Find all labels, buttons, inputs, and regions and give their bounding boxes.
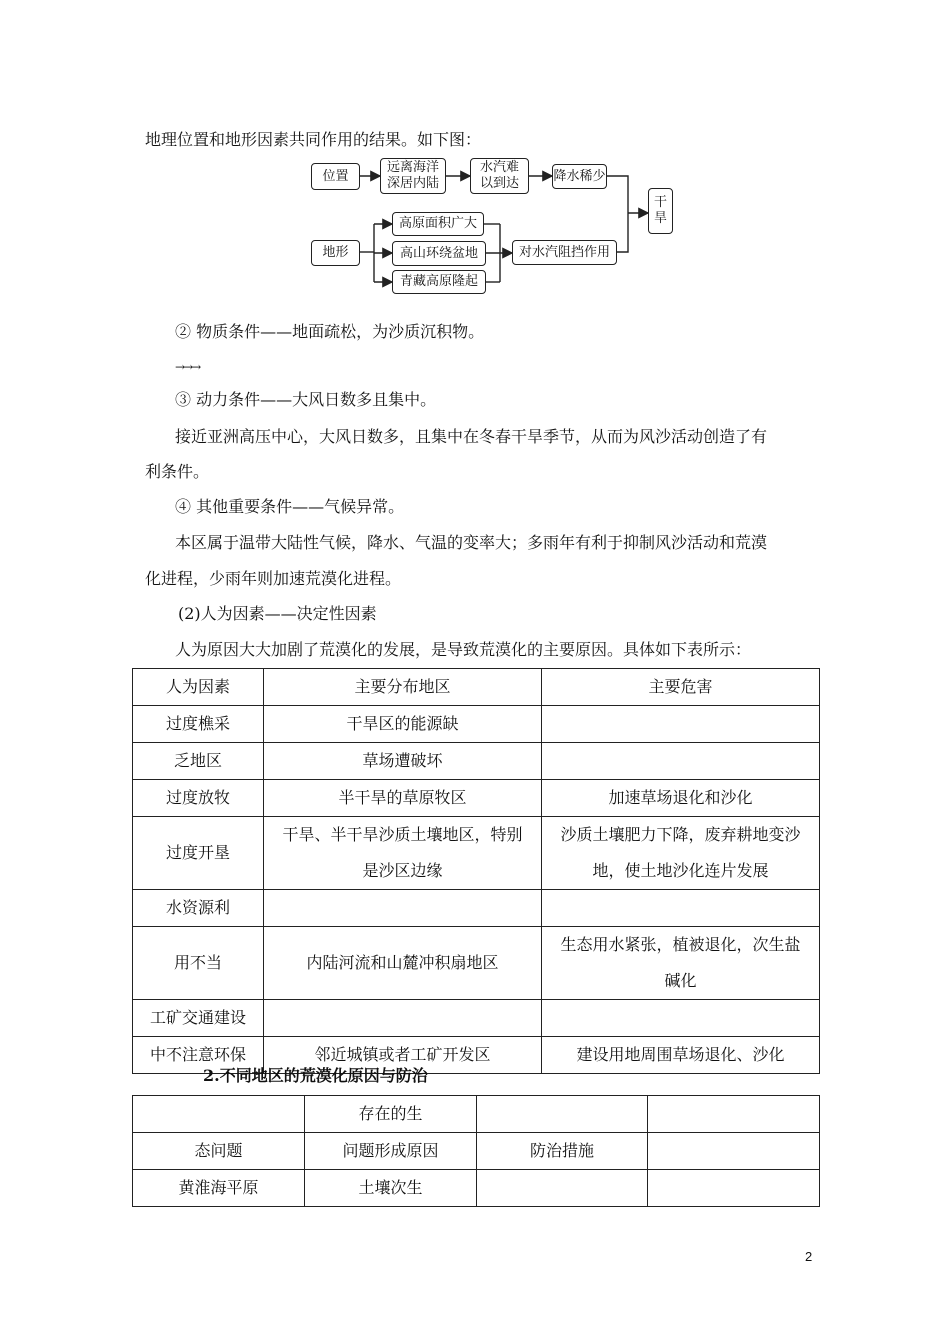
table-cell: 邻近城镇或者工矿开发区: [264, 1037, 542, 1074]
table-cell: 过度开垦: [133, 817, 264, 890]
terrain-label: 地形: [322, 245, 349, 260]
table-cell: 中不注意环保: [133, 1037, 264, 1074]
regional-table: [132, 1095, 820, 1207]
position-box: [311, 163, 360, 190]
section2-title: 2.不同地区的荒漠化原因与防治: [203, 1066, 428, 1085]
table-cell: 水资源利: [133, 890, 264, 927]
table-cell: 态问题: [133, 1133, 305, 1170]
table-row: [133, 1096, 820, 1133]
header-cell: 人为因素: [133, 669, 264, 706]
tibet-rise-box: [392, 270, 486, 294]
table-cell: [648, 1096, 820, 1133]
material-condition: ② 物质条件——地面疏松，为沙质沉积物。: [175, 322, 485, 341]
table-cell: [264, 890, 542, 927]
mountains-basin-label: 高山环绕盆地: [399, 245, 478, 261]
table-cell: [542, 706, 820, 743]
table-cell: 干旱、半干旱沙质土壤地区，特别是沙区边缘: [264, 817, 542, 890]
human-factor-table: [132, 668, 820, 1074]
mountains-basin-box: [392, 241, 486, 266]
table-cell: [542, 743, 820, 780]
block-vapor-label: 对水汽阻挡作用: [518, 244, 610, 260]
low-rain-label: 降水稀少: [553, 168, 606, 184]
table-cell: 用不当: [133, 927, 264, 1000]
table-row: [133, 890, 820, 927]
drought-box: [648, 188, 673, 234]
table-row: [133, 927, 820, 1000]
arrows: →→→: [175, 360, 200, 374]
table-row: [133, 817, 820, 890]
table-cell: 生态用水紧张，植被退化，次生盐碱化: [542, 927, 820, 1000]
terrain-box: [311, 240, 360, 266]
block-vapor-box: [512, 240, 617, 265]
table-row: [133, 1000, 820, 1037]
far-from-ocean-line2: 深居内陆: [386, 176, 439, 191]
table-header-row: [133, 669, 820, 706]
drought-char2: 旱: [653, 211, 667, 226]
table-cell: 过度樵采: [133, 706, 264, 743]
table-cell: 防治措施: [477, 1133, 648, 1170]
plateau-area-label: 高原面积广大: [398, 216, 477, 231]
far-from-ocean-line1: 远离海洋: [386, 160, 439, 175]
table-cell: 问题形成原因: [305, 1133, 477, 1170]
dynamic-detail-line2: 利条件。: [145, 462, 210, 481]
table-cell: 工矿交通建设: [133, 1000, 264, 1037]
dynamic-detail-line1: 接近亚洲高压中心，大风日数多，且集中在冬春干旱季节，从而为风沙活动创造了有: [175, 427, 768, 446]
climate-detail-line2: 化进程，少雨年则加速荒漠化进程。: [145, 569, 402, 588]
table-cell: 加速草场退化和沙化: [542, 780, 820, 817]
table-cell: 建设用地周围草场退化、沙化: [542, 1037, 820, 1074]
climate-detail-line1: 本区属于温带大陆性气候，降水、气温的变率大；多雨年有利于抑制风沙活动和荒漠: [175, 533, 768, 552]
table-cell: 乏地区: [133, 743, 264, 780]
other-condition: ④ 其他重要条件——气候异常。: [175, 497, 405, 516]
table-cell: 土壤次生: [305, 1170, 477, 1207]
low-rain-box: [552, 164, 607, 189]
position-label: 位置: [322, 168, 349, 184]
table-cell: [648, 1170, 820, 1207]
tibet-rise-label: 青藏高原隆起: [399, 274, 478, 289]
table-cell: 存在的生: [305, 1096, 477, 1133]
dynamic-condition: ③ 动力条件——大风日数多且集中。: [175, 390, 437, 409]
table-row: [133, 780, 820, 817]
far-from-ocean-box: [380, 158, 446, 194]
table-cell: [133, 1096, 305, 1133]
table-row: [133, 743, 820, 780]
header-cell: 主要分布地区: [264, 669, 542, 706]
table-cell: 半干旱的草原牧区: [264, 780, 542, 817]
header-cell: 主要危害: [542, 669, 820, 706]
human-factor-heading: (2)人为因素——决定性因素: [178, 604, 377, 623]
plateau-area-box: [392, 212, 484, 236]
table-cell: [477, 1096, 648, 1133]
table-cell: [648, 1133, 820, 1170]
human-factor-intro: 人为原因大大加剧了荒漠化的发展，是导致荒漠化的主要原因。具体如下表所示：: [175, 640, 752, 659]
table-cell: [542, 1000, 820, 1037]
table-cell: 沙质土壤肥力下降，废弃耕地变沙地，使土地沙化连片发展: [542, 817, 820, 890]
table-cell: 过度放牧: [133, 780, 264, 817]
table-cell: 干旱区的能源缺: [264, 706, 542, 743]
table-row: [133, 706, 820, 743]
table-cell: [542, 890, 820, 927]
intro-text: 地理位置和地形因素共同作用的结果。如下图：: [145, 130, 482, 149]
drought-char1: 干: [653, 195, 667, 210]
vapor-hard-line2: 以到达: [479, 176, 519, 191]
table-cell: 草场遭破坏: [264, 743, 542, 780]
table-row: [133, 1133, 820, 1170]
table-cell: 内陆河流和山麓冲积扇地区: [264, 927, 542, 1000]
vapor-hard-line1: 水汽难: [479, 160, 519, 175]
table-cell: [264, 1000, 542, 1037]
table-cell: [477, 1170, 648, 1207]
page-number: 2: [805, 1249, 813, 1264]
table-row: [133, 1170, 820, 1207]
table-cell: 黄淮海平原: [133, 1170, 305, 1207]
vapor-hard-box: [470, 158, 529, 194]
